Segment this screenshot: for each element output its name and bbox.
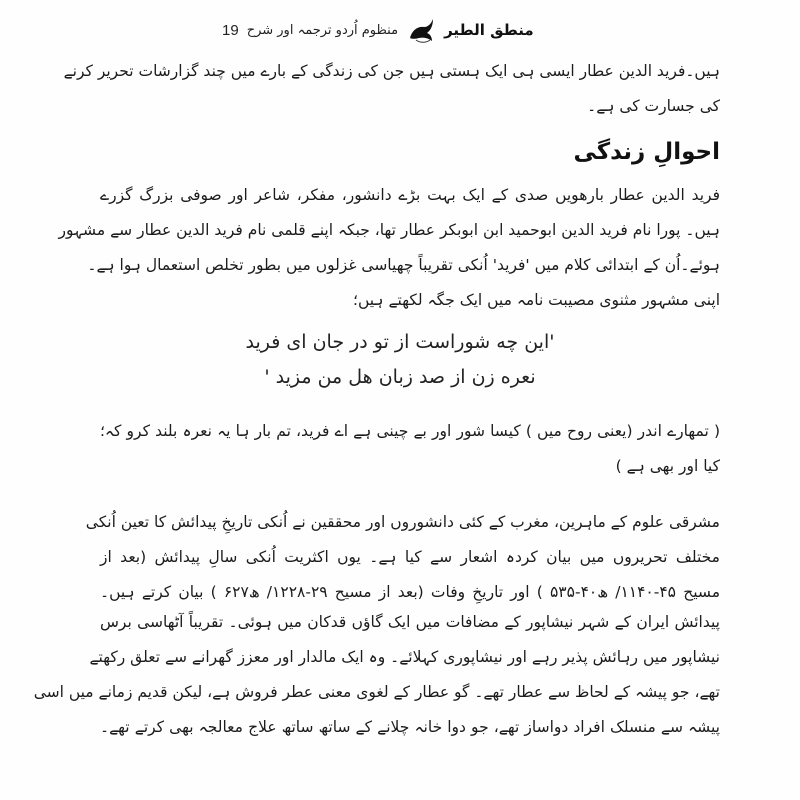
text-line: اپنی مشہور مثنوی مصیبت نامہ میں ایک جگہ لکھتے ہیں؛: [353, 291, 720, 309]
text-line: پیدائش ایران کے شہر نیشاپور کے مضافات میں ایک گاؤں قدکان میں ہوئی۔ تقریباً آٹھاسی برس: [100, 613, 720, 631]
text-line: ( تمھارے اندر (یعنی روح میں ) کیسا شور اور بے چینی ہے اے فرید، تم بار ہا یہ نعرہ بلند کرو کہ؛: [100, 422, 720, 440]
text-line: فرید الدین عطار بارھویں صدی کے ایک بہت بڑے دانشور، مفکر، شاعر اور صوفی بزرگ گزرے: [100, 186, 720, 204]
page-number: 19: [222, 21, 239, 39]
text-line: نیشاپور میں رہائش پذیر رہے اور نیشاپوری کہلائے۔ وہ ایک مالدار اور معزز گھرانے سے تعلق رکھتے: [89, 648, 720, 666]
text-line: مسیح ۴۵-۱۱۴۰/ ھ۴۰-۵۳۵ ) اور تاریخِ وفات (بعد از مسیح ۲۹-۱۲۲۸/ ھ۶۲۷ ) بیان کرتے ہیں۔: [100, 583, 721, 601]
persian-couplet: [0, 325, 800, 395]
biography-paragraph: [58, 178, 720, 318]
text-line: مشرقی علوم کے ماہرین، مغرب کے کئی دانشوروں اور محققین نے اُنکی تاریخِ پیدائش کا تعین اُنکی: [85, 513, 720, 531]
section-heading: احوالِ زندگی: [573, 139, 720, 165]
text-line: کی جسارت کی ہے۔: [587, 97, 720, 115]
intro-paragraph: [63, 54, 720, 124]
birthplace-paragraph: [33, 605, 720, 745]
couplet-line: 'این چه شوراست از تو در جان ای فرید: [245, 331, 555, 353]
text-line: ہیں۔فرید الدین عطار ایسی ہی ایک ہستی ہیں جن کی زندگی کے بارے میں چند گزارشات تحریر کرنے: [63, 62, 720, 80]
text-line: ہوئے۔اُن کے ابتدائی کلام میں 'فرید' اُنکی تقریباً چھیاسی غزلوں میں بطور تخلص استعمال ہوا ہے۔: [87, 256, 720, 274]
translation-paragraph: [100, 414, 720, 484]
text-line: مختلف تحریروں میں بیان کردہ اشعار سے کیا ہے۔ یوں اکثریت اُنکی سالِ پیدائش (بعد از: [100, 548, 720, 566]
text-line: ہیں۔ پورا نام فرید الدین ابوحمید ابن ابوبکر عطار تھا، جبکہ اپنے قلمی نام فرید الدین عطار سے مشہور: [58, 221, 720, 239]
couplet-line: نعره زن از صد زبان هل من مزید ': [264, 366, 536, 388]
text-line: کیا اور بھی ہے ): [615, 457, 720, 475]
page-header: [222, 14, 602, 46]
text-line: پیشہ سے منسلک افراد دواساز تھے، جو دوا خانہ چلانے کے ساتھ ساتھ علاج معالجہ بھی کرتے تھے۔: [100, 718, 720, 736]
book-title: منطق الطیر: [444, 21, 534, 39]
book-subtitle: منظوم اُردو ترجمہ اور شرح: [246, 22, 399, 38]
text-line: تھے، جو پیشہ کے لحاظ سے عطار تھے۔ گو عطار کے لغوی معنی عطر فروش ہے، لیکن قدیم زمانے میں اسی: [33, 683, 720, 701]
birth-dates-paragraph: [85, 505, 721, 610]
bird-logo-icon: [406, 16, 436, 44]
